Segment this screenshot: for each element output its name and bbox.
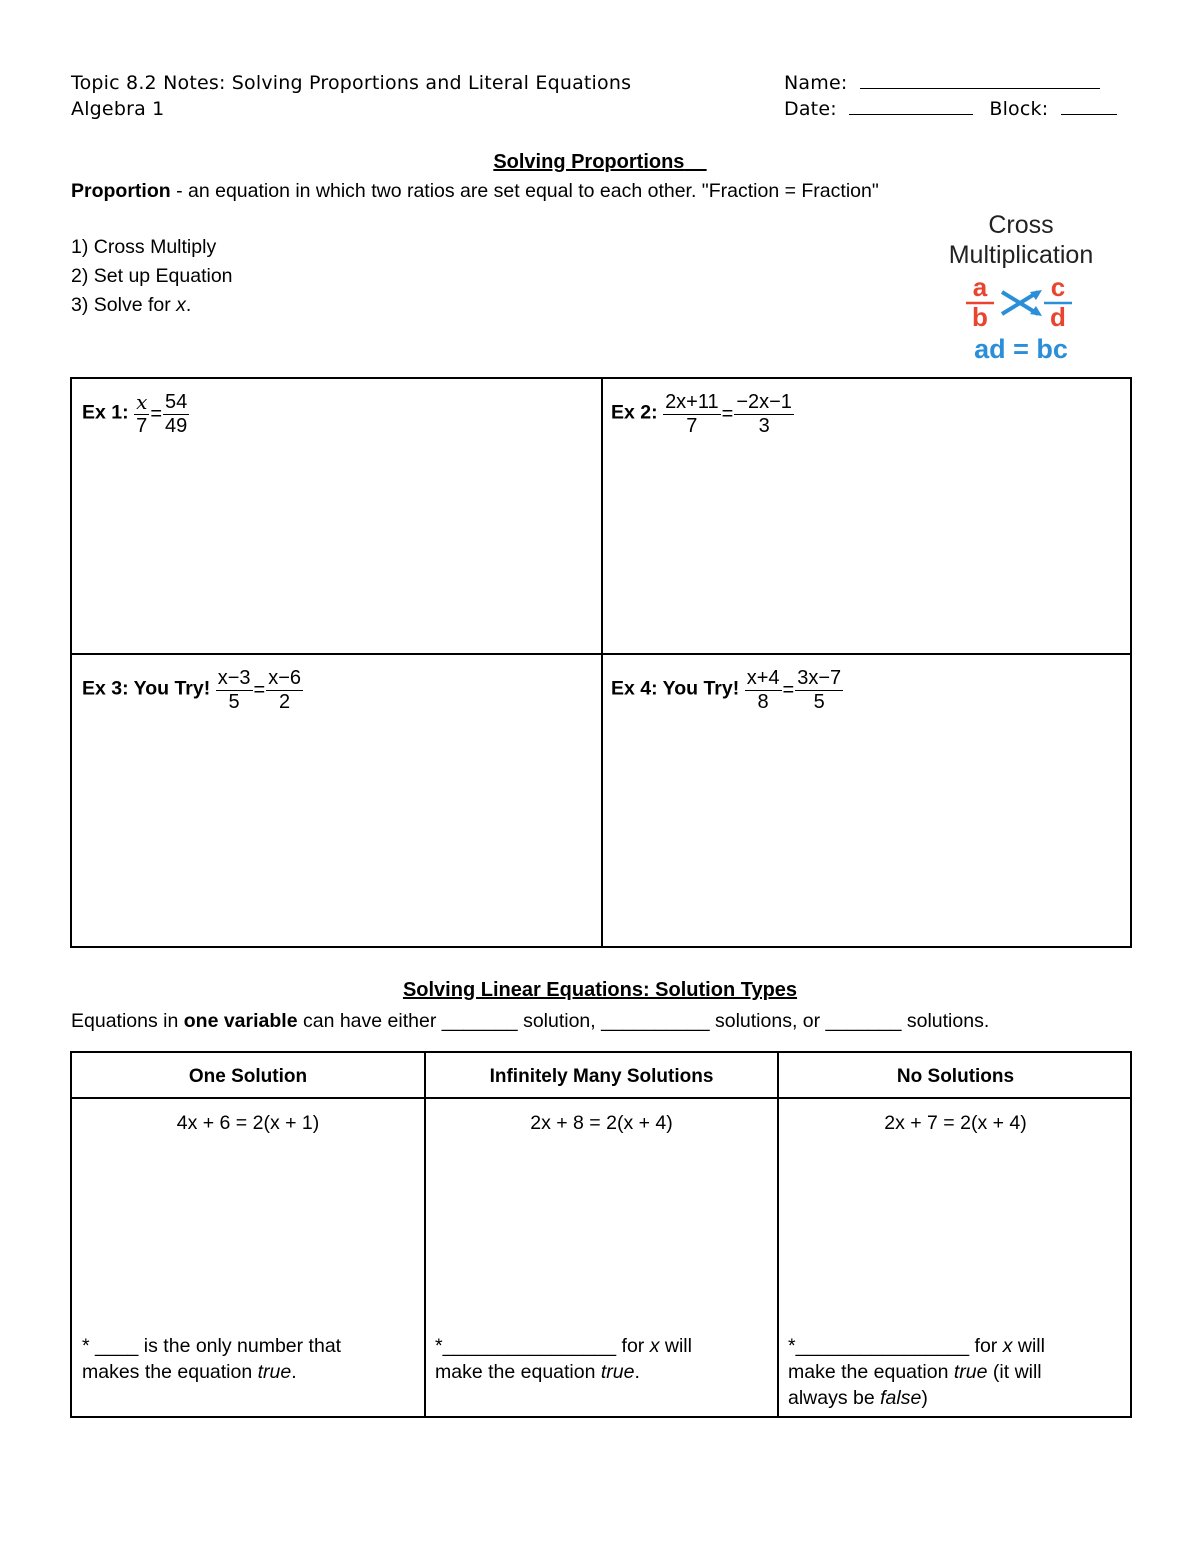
table-header-divider [72,1097,1130,1099]
steps-list [71,233,233,320]
course-name: Algebra 1 [71,98,165,120]
example-4-equals: = [782,679,795,701]
proportions-title [0,151,1200,174]
example-2-label: Ex 2: [611,401,658,424]
note-none-text: *________________ for [788,1335,1003,1357]
cross-a: a [972,272,988,302]
header-no-solutions: No Solutions [896,1066,1015,1087]
proportion-definition [71,180,879,203]
name-label: Name: [784,72,848,94]
example-2-right-fraction [734,391,794,438]
cross-multiplication-image [914,210,1128,365]
example-3 [82,667,304,714]
example-4-left-num: x+4 [746,667,780,689]
example-4-label: Ex 4: You Try! [611,677,740,700]
note-none-text-3: (it will always be [788,1361,1042,1409]
note-infinite-var: x [649,1335,660,1357]
grid-horizontal-divider [72,653,1130,655]
cross-c: c [1050,272,1066,302]
date-label: Date: [784,98,837,120]
example-1-right-num: 54 [165,391,188,413]
example-1-left-fraction [134,391,149,438]
example-3-left-fraction [216,667,253,714]
example-1-right-fraction [163,391,189,438]
example-2-right-num: −2x−1 [736,391,792,413]
example-1-equals: = [150,403,163,425]
header-one-solution: One Solution [188,1066,308,1087]
title-underline-pad [684,151,706,173]
step-1: 1) Cross Multiply [71,236,217,258]
note-none-end: ) [921,1387,928,1409]
example-3-label: Ex 3: You Try! [82,677,211,700]
example-2-left-fraction [663,391,721,438]
example-3-right-num: x−6 [268,667,302,689]
note-one-solution [82,1333,392,1385]
example-2-left-num: 2x+11 [665,391,719,413]
proportions-title-text: Solving Proportions [493,151,685,173]
date-block-field [784,98,1117,120]
solution-types-table [70,1051,1132,1418]
step-3-text: 3) Solve for [71,294,177,316]
example-1-left-num: x [136,390,148,414]
step-3-end: . [185,294,192,316]
example-4-left-den: 8 [757,691,769,713]
example-2 [611,391,795,438]
example-4-right-den: 5 [813,691,825,713]
linear-intro [71,1010,989,1033]
example-1-label: Ex 1: [82,401,129,424]
note-none-true: true [953,1361,988,1383]
example-3-right-den: 2 [279,691,291,713]
cross-title-1: Cross [988,211,1054,239]
example-2-equals: = [721,403,734,425]
note-infinite-text: *________________ for [435,1335,650,1357]
linear-intro-bold: one variable [183,1010,298,1032]
topic-title: Topic 8.2 Notes: Solving Proportions and Literal Equations [71,72,632,94]
example-2-right-den: 3 [758,415,770,437]
linear-intro-end: can have either _______ solution, __________ solutions, or _______ solutions. [297,1010,990,1032]
note-no-solutions [788,1333,1098,1411]
example-4-left-fraction [745,667,782,714]
example-1-left-den: 7 [136,415,148,437]
linear-title: Solving Linear Equations: Solution Types [402,979,798,1001]
example-3-left-num: x−3 [217,667,251,689]
proportion-definition-text: - an equation in which two ratios are set equal to each other. "Fraction = Fraction" [170,180,879,202]
example-4-right-num: 3x−7 [797,667,842,689]
note-infinite-text-2: will make the equation [435,1335,692,1383]
equation-infinite-solutions: 2x + 8 = 2(x + 4) [530,1112,673,1134]
cross-diagram [914,272,1128,364]
example-4-right-fraction [795,667,843,714]
block-label: Block: [989,98,1049,120]
cross-formula: ad = bc [974,334,1068,364]
equation-no-solutions: 2x + 7 = 2(x + 4) [884,1112,1027,1134]
example-3-equals: = [253,679,266,701]
table-divider-1 [424,1053,426,1416]
header-infinite-solutions: Infinitely Many Solutions [489,1066,714,1087]
note-none-var: x [1002,1335,1013,1357]
step-3-var: x [176,294,186,316]
example-3-left-den: 5 [228,691,240,713]
note-one-text: * ____ is the only number that makes the equation [82,1335,342,1383]
note-none-false: false [880,1387,922,1409]
example-1-right-den: 49 [165,415,188,437]
step-2: 2) Set up Equation [71,265,233,287]
block-blank [1061,113,1117,115]
note-one-true: true [257,1361,292,1383]
name-field [784,72,1100,94]
note-infinite-solutions [435,1333,745,1385]
note-infinite-end: . [634,1361,640,1383]
name-blank [860,87,1100,89]
grid-vertical-divider [601,379,603,946]
example-3-right-fraction [266,667,303,714]
example-2-left-den: 7 [686,415,698,437]
examples-grid [70,377,1132,948]
note-none-text-2: will make the equation [788,1335,1045,1383]
proportion-term: Proportion [71,180,171,202]
table-divider-2 [777,1053,779,1416]
example-1 [82,391,190,438]
cross-arrows-icon [1002,290,1042,316]
cross-b: b [972,302,988,332]
equation-one-solution: 4x + 6 = 2(x + 1) [176,1112,320,1134]
linear-intro-start: Equations in [71,1010,184,1032]
date-blank [849,113,973,115]
note-one-end: . [291,1361,297,1383]
cross-title-2: Multiplication [948,241,1094,269]
cross-d: d [1050,302,1066,332]
note-infinite-true: true [600,1361,635,1383]
step-3 [71,291,233,320]
example-4 [611,667,844,714]
